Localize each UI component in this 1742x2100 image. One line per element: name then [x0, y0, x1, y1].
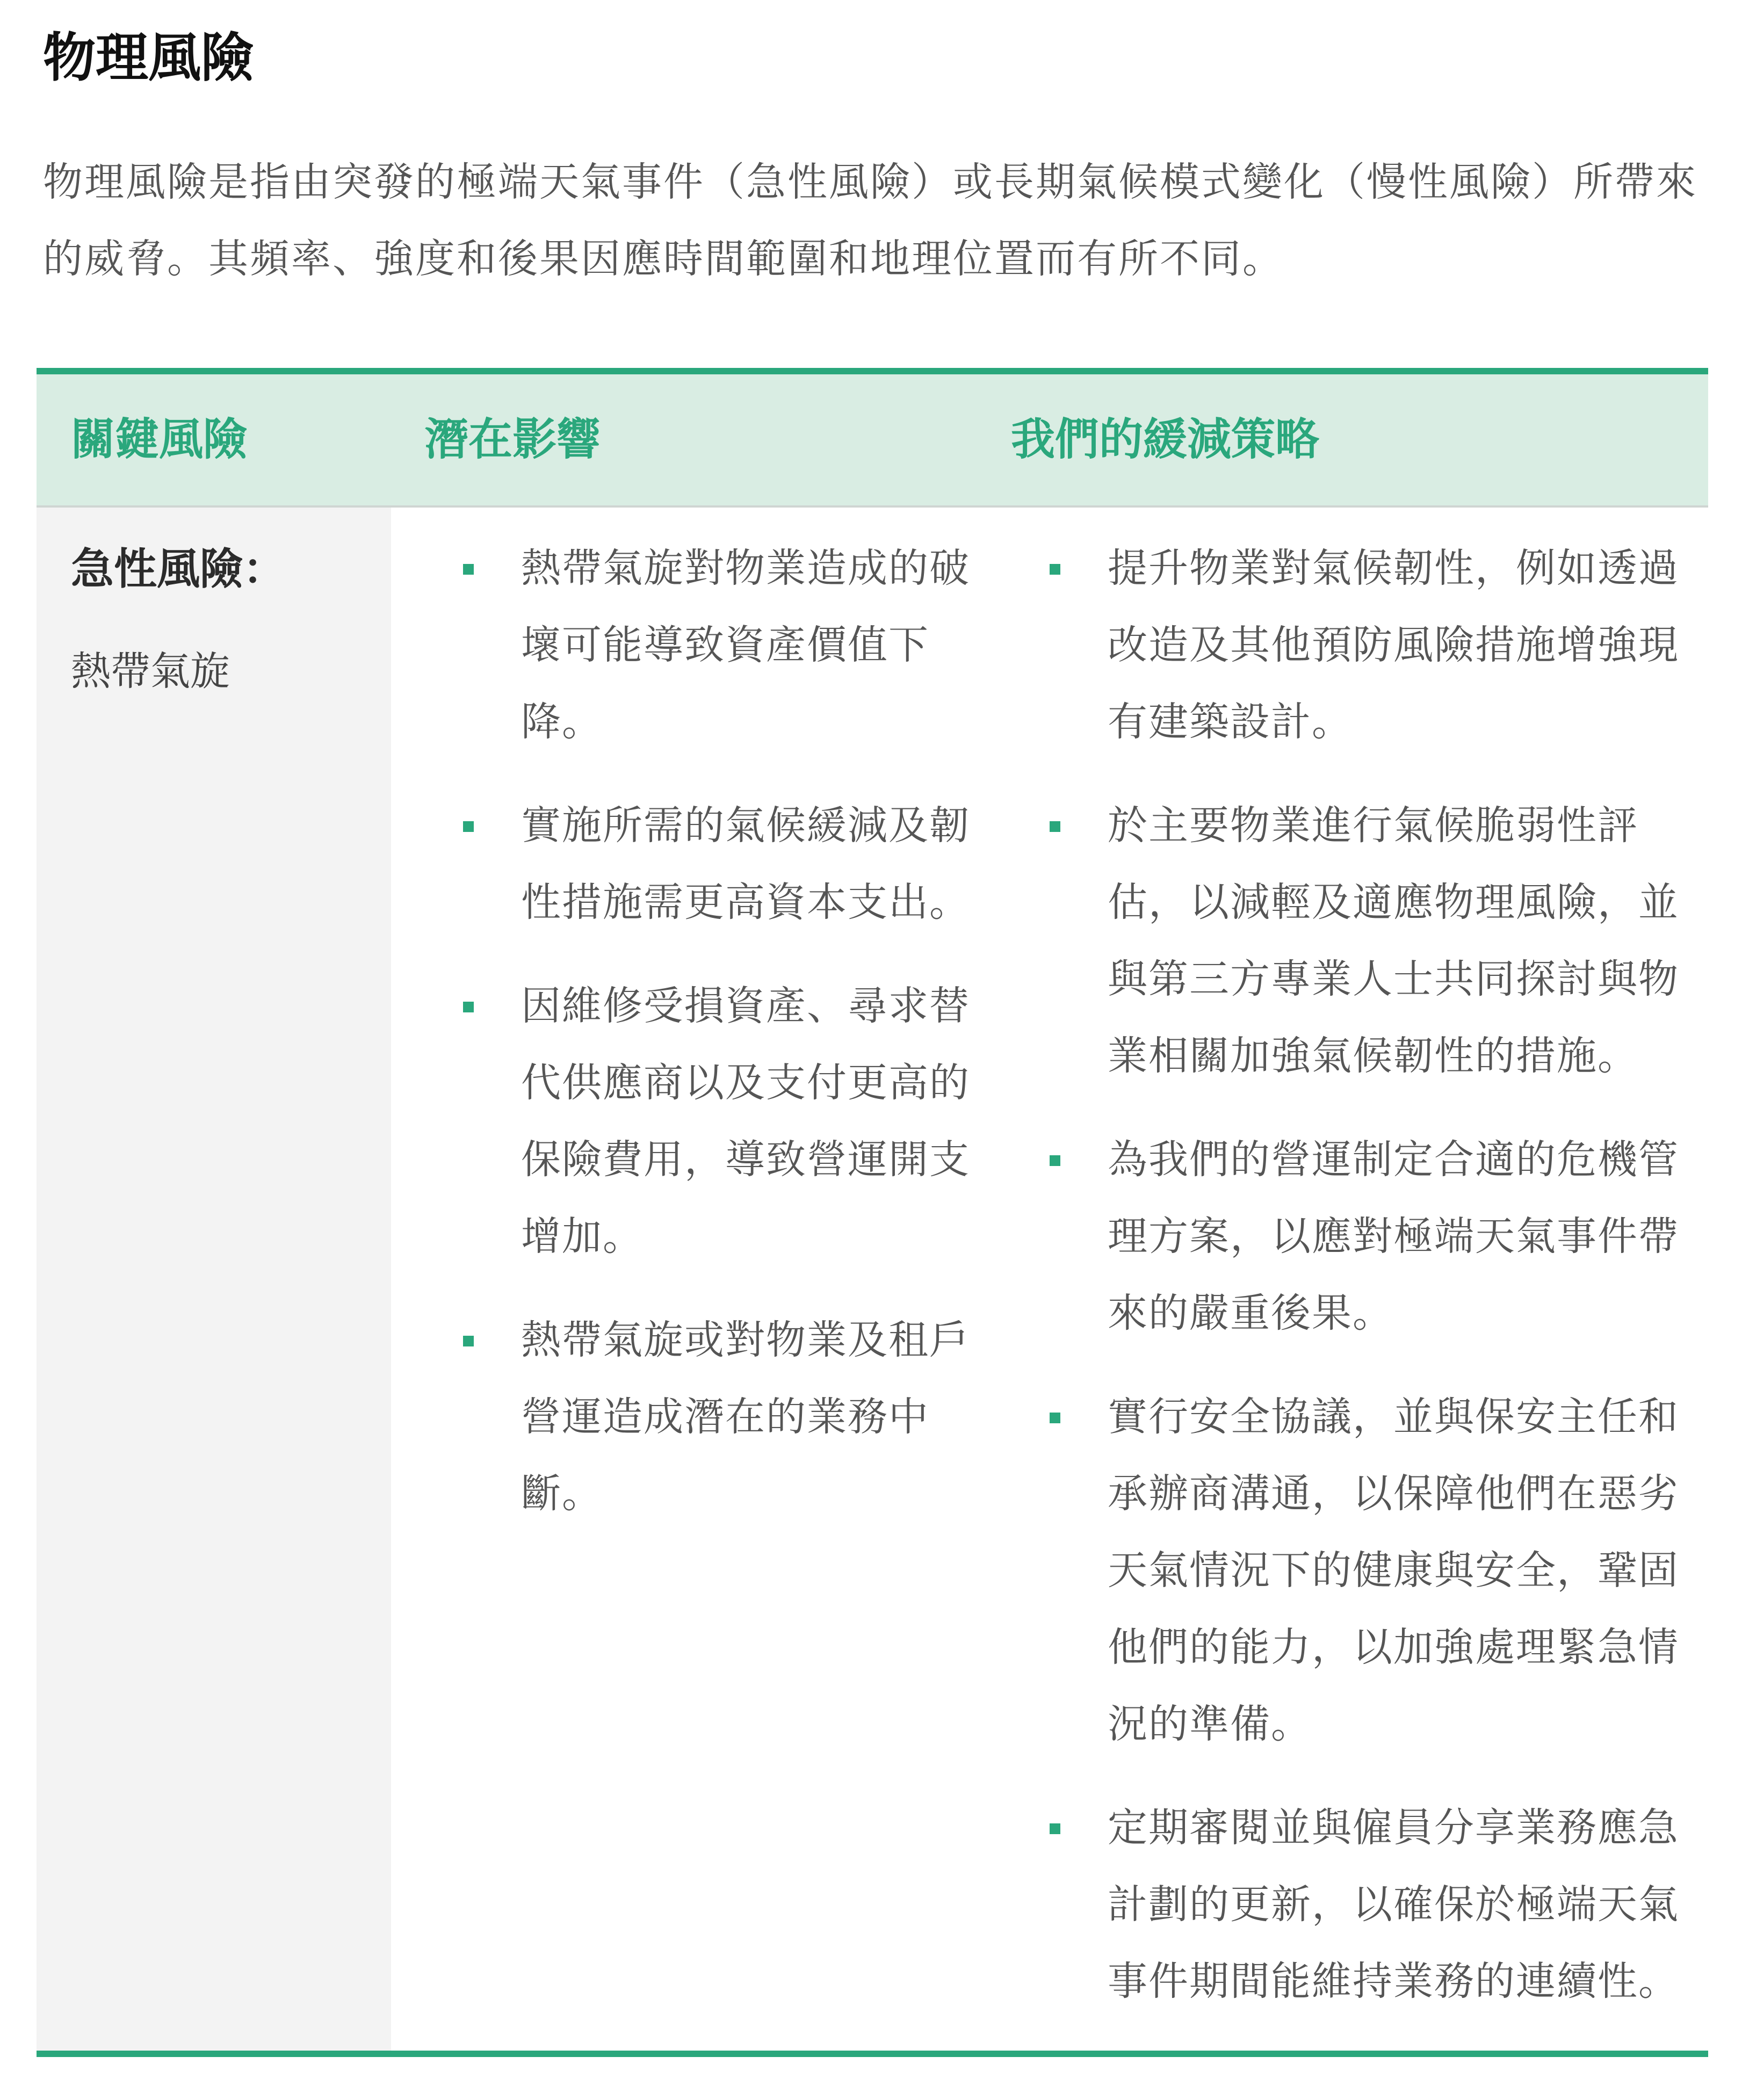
impact-text: 因維修受損資產、尋求替代供應商以及支付更高的保險費用，導致營運開支增加。	[521, 983, 970, 1259]
header-mitigation-strategy: 我們的緩減策略	[1011, 414, 1320, 465]
header-key-risk: 關鍵風險	[71, 414, 248, 465]
strategy-text: 為我們的營運制定合適的危機管理方案，以應對極端天氣事件帶來的嚴重後果。	[1108, 1136, 1679, 1336]
list-item	[1011, 530, 1693, 761]
list-item	[424, 787, 972, 941]
strategy-list	[1011, 530, 1693, 2047]
risk-name: 熱帶氣旋	[71, 648, 230, 694]
list-item	[1011, 1790, 1693, 2020]
strategy-text: 實行安全協議，並與保安主任和承辦商溝通，以保障他們在惡劣天氣情況下的健康與安全，鞏固他們的能力，以加強處理緊急情況的準備。	[1108, 1394, 1679, 1747]
list-item	[1011, 1121, 1693, 1352]
strategy-text: 定期審閱並與僱員分享業務應急計劃的更新，以確保於極端天氣事件期間能維持業務的連續性。	[1108, 1805, 1679, 2004]
header-potential-impact: 潛在影響	[424, 414, 601, 465]
list-item	[424, 530, 972, 761]
list-item	[424, 968, 972, 1275]
impact-text: 熱帶氣旋或對物業及租戶營運造成潛在的業務中斷。	[521, 1317, 970, 1517]
impact-text: 熱帶氣旋對物業造成的破壞可能導致資產價值下降。	[521, 545, 970, 745]
intro-paragraph: 物理風險是指由突發的極端天氣事件（急性風險）或長期氣候模式變化（慢性風險）所帶來的威脅。其頻率、強度和後果因應時間範圍和地理位置而有所不同。	[43, 159, 1697, 282]
impact-text: 實施所需的氣候緩減及韌性措施需更高資本支出。	[521, 802, 970, 925]
strategy-text: 提升物業對氣候韌性，例如透過改造及其他預防風險措施增強現有建築設計。	[1108, 545, 1679, 745]
list-item	[1011, 1379, 1693, 1763]
square-bullet-icon	[463, 1336, 474, 1346]
square-bullet-icon	[1050, 564, 1060, 575]
risk-table	[37, 368, 1708, 2057]
list-item	[1011, 787, 1693, 1095]
square-bullet-icon	[1050, 1413, 1060, 1423]
square-bullet-icon	[463, 1002, 474, 1012]
square-bullet-icon	[463, 564, 474, 575]
square-bullet-icon	[1050, 1823, 1060, 1834]
list-item	[424, 1302, 972, 1532]
table-header-row	[37, 374, 1708, 508]
square-bullet-icon	[463, 821, 474, 832]
square-bullet-icon	[1050, 821, 1060, 832]
key-risk-column	[37, 508, 391, 2051]
square-bullet-icon	[1050, 1155, 1060, 1166]
strategy-text: 於主要物業進行氣候脆弱性評估，以減輕及適應物理風險，並與第三方專業人士共同探討與物業相關加強氣候韌性的措施。	[1108, 802, 1679, 1079]
impact-list	[424, 530, 972, 1559]
page-title: 物理風險	[43, 27, 254, 89]
risk-category: 急性風險：	[71, 544, 286, 594]
